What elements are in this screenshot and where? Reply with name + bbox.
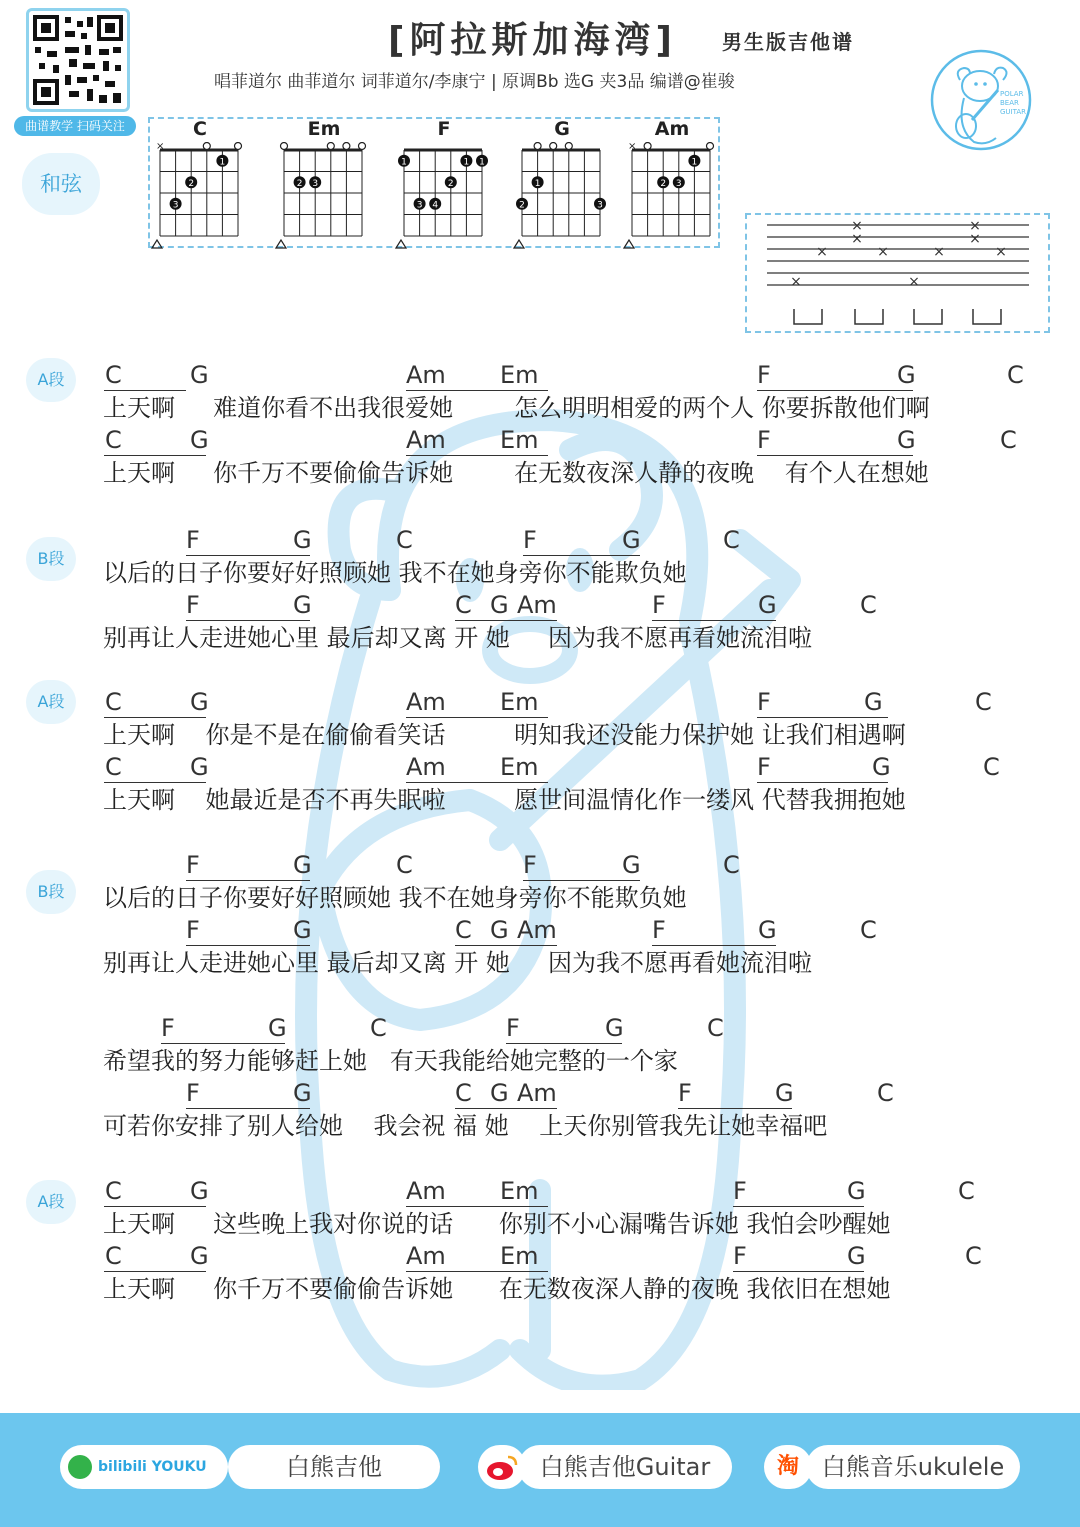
chord-symbol: C bbox=[965, 1242, 982, 1270]
open-string-mark bbox=[343, 143, 350, 150]
chord-diagram-grid bbox=[394, 142, 492, 258]
root-marker bbox=[152, 240, 162, 248]
chord-duration-line bbox=[652, 945, 776, 946]
chord-symbol: Am bbox=[517, 591, 557, 619]
lyric-line: 上天啊 你千万不要偷偷告诉她 在无数夜深人静的夜晚 我依旧在想她 bbox=[103, 1275, 891, 1303]
chord-symbol: C bbox=[105, 688, 122, 716]
logo-word-bear: BEAR bbox=[1000, 99, 1019, 107]
chord-duration-line bbox=[104, 717, 206, 718]
chord-symbol: Am bbox=[406, 753, 446, 781]
finger-number: 2 bbox=[296, 178, 303, 189]
chord-duration-line bbox=[186, 620, 310, 621]
chord-symbol: C bbox=[105, 426, 122, 454]
chord-diagram-grid bbox=[622, 142, 720, 258]
chord-symbol: F bbox=[506, 1014, 520, 1042]
lyric-line: 上天啊 你是不是在偷偷看笑话 明知我还没能力保护她 让我们相遇啊 bbox=[103, 721, 906, 749]
open-string-mark bbox=[565, 143, 572, 150]
root-marker bbox=[624, 240, 634, 248]
chord-duration-line bbox=[104, 1271, 206, 1272]
chord-duration-line bbox=[406, 390, 548, 391]
strum-pattern-panel bbox=[745, 213, 1050, 333]
chord-symbol: C bbox=[105, 1242, 122, 1270]
chord-symbol: G bbox=[190, 361, 209, 389]
svg-text:×: × bbox=[933, 244, 945, 260]
chord-symbol: Em bbox=[500, 753, 539, 781]
chord-duration-line bbox=[523, 555, 640, 556]
chord-symbol: Am bbox=[406, 361, 446, 389]
lyric-line: 以后的日子你要好好照顾她 我不在她身旁你不能欺负她 bbox=[103, 559, 687, 587]
svg-text:×: × bbox=[816, 244, 828, 260]
chord-symbol: F bbox=[652, 591, 666, 619]
svg-text:×: × bbox=[851, 231, 863, 247]
chord-symbol: F bbox=[733, 1177, 747, 1205]
chord-symbol: F bbox=[652, 916, 666, 944]
chord-symbol: G bbox=[293, 526, 312, 554]
chord-symbol: G bbox=[190, 688, 209, 716]
chord-symbol: F bbox=[186, 851, 200, 879]
finger-number: 1 bbox=[463, 157, 470, 168]
chord-diagram-name: F bbox=[437, 118, 451, 140]
chord-duration-line bbox=[186, 945, 310, 946]
chords-label: 和弦 bbox=[22, 153, 100, 215]
chord-symbol: F bbox=[757, 361, 771, 389]
chord-duration-line bbox=[104, 782, 206, 783]
chord-symbol: F bbox=[678, 1079, 692, 1107]
qr-code-icon bbox=[29, 11, 127, 109]
chord-diagram-name: G bbox=[554, 118, 570, 140]
svg-text:×: × bbox=[790, 274, 802, 290]
chord-duration-line bbox=[652, 620, 776, 621]
section-badge: A段 bbox=[26, 680, 76, 724]
chord-symbol: G bbox=[897, 426, 916, 454]
song-credits: 唱菲道尔 曲菲道尔 词菲道尔/李康宁 | 原调Bb 选G 夹3品 编谱@崔骏 bbox=[214, 72, 735, 92]
finger-number: 1 bbox=[691, 157, 698, 168]
finger-number: 2 bbox=[660, 178, 667, 189]
chord-symbol: C bbox=[105, 1177, 122, 1205]
chord-symbol: C bbox=[370, 1014, 387, 1042]
chord-symbol: C bbox=[860, 916, 877, 944]
taobao-icon-pill[interactable] bbox=[764, 1445, 812, 1489]
chord-duration-line bbox=[455, 945, 557, 946]
open-string-mark bbox=[534, 143, 541, 150]
lyric-line: 可若你安排了别人给她 我会祝 福 她 上天你别管我先让她幸福吧 bbox=[103, 1112, 828, 1140]
finger-number: 4 bbox=[432, 200, 439, 211]
lyric-line: 别再让人走进她心里 最后却又离 开 她 因为我不愿再看她流泪啦 bbox=[103, 624, 813, 652]
chord-symbol: C bbox=[723, 526, 740, 554]
lyric-line: 上天啊 难道你看不出我很爱她 怎么明明相爱的两个人 你要拆散他们啊 bbox=[103, 394, 930, 422]
finger-number: 2 bbox=[188, 178, 195, 189]
chord-symbol: C bbox=[723, 851, 740, 879]
footer-pill-video-label: 白熊吉他 bbox=[286, 1453, 382, 1481]
chord-symbol: G bbox=[293, 851, 312, 879]
song-title: [阿拉斯加海湾] bbox=[388, 20, 677, 61]
chord-duration-line bbox=[186, 880, 310, 881]
chord-symbol: F bbox=[523, 851, 537, 879]
chord-duration-line bbox=[104, 390, 186, 391]
muted-string-mark: × bbox=[156, 142, 165, 152]
chord-symbol: C bbox=[105, 361, 122, 389]
section-badge: B段 bbox=[26, 870, 76, 914]
open-string-mark bbox=[550, 143, 557, 150]
chord-duration-line bbox=[523, 880, 640, 881]
qr-caption: 曲谱教学 扫码关注 bbox=[14, 116, 136, 136]
chord-duration-line bbox=[733, 1206, 864, 1207]
chord-duration-line bbox=[186, 555, 310, 556]
root-marker bbox=[514, 240, 524, 248]
chord-symbol: G bbox=[864, 688, 883, 716]
muted-string-mark: × bbox=[628, 142, 637, 152]
chord-symbol: G bbox=[622, 851, 641, 879]
chord-symbol: G bbox=[775, 1079, 794, 1107]
chord-symbol: G bbox=[490, 1079, 509, 1107]
chord-duration-line bbox=[406, 782, 548, 783]
finger-number: 3 bbox=[416, 200, 423, 211]
chord-duration-line bbox=[757, 782, 888, 783]
chord-diagram-name: Em bbox=[307, 118, 341, 140]
footer-pill-weibo-label: 白熊吉他Guitar bbox=[539, 1453, 711, 1481]
chord-diagram-grid bbox=[150, 142, 248, 258]
platform-names: bilibili YOUKU bbox=[98, 1459, 207, 1475]
chord-symbol: Am bbox=[517, 1079, 557, 1107]
chord-diagram-name: C bbox=[193, 118, 207, 140]
chord-symbol: Am bbox=[406, 1242, 446, 1270]
svg-text:×: × bbox=[995, 244, 1007, 260]
chord-symbol: G bbox=[758, 916, 777, 944]
chord-diagram-grid bbox=[274, 142, 372, 258]
chord-symbol: Em bbox=[500, 1242, 539, 1270]
chord-symbol: Am bbox=[517, 916, 557, 944]
chord-symbol: G bbox=[847, 1177, 866, 1205]
chord-duration-line bbox=[104, 1206, 206, 1207]
finger-number: 1 bbox=[479, 157, 485, 168]
platform-icons[interactable] bbox=[60, 1445, 228, 1489]
open-string-mark bbox=[281, 143, 288, 150]
chord-symbol: G bbox=[190, 753, 209, 781]
chord-symbol: C bbox=[105, 753, 122, 781]
open-string-mark bbox=[327, 143, 334, 150]
lyric-line: 上天啊 这些晚上我对你说的话 你别不小心漏嘴告诉她 我怕会吵醒她 bbox=[103, 1210, 891, 1238]
chord-symbol: F bbox=[733, 1242, 747, 1270]
chord-duration-line bbox=[161, 1043, 285, 1044]
finger-number: 1 bbox=[534, 178, 541, 189]
chord-symbol: C bbox=[707, 1014, 724, 1042]
finger-number: 1 bbox=[219, 157, 226, 168]
lyric-line: 上天啊 她最近是否不再失眠啦 愿世间温情化作一缕风 代替我拥抱她 bbox=[103, 786, 906, 814]
chord-duration-line bbox=[733, 1271, 864, 1272]
footer-pill-taobao[interactable] bbox=[806, 1445, 1020, 1489]
chord-duration-line bbox=[455, 620, 557, 621]
open-string-mark bbox=[707, 143, 714, 150]
chord-duration-line bbox=[186, 1108, 310, 1109]
chord-symbol: F bbox=[757, 753, 771, 781]
chord-symbol: Am bbox=[406, 688, 446, 716]
chord-symbol: C bbox=[975, 688, 992, 716]
section-badge: B段 bbox=[26, 537, 76, 581]
chord-symbol: C bbox=[860, 591, 877, 619]
chord-symbol: F bbox=[186, 1079, 200, 1107]
chord-symbol: G bbox=[190, 1242, 209, 1270]
chord-duration-line bbox=[455, 1108, 557, 1109]
chord-symbol: G bbox=[622, 526, 641, 554]
chord-symbol: C bbox=[958, 1177, 975, 1205]
wechat-icon bbox=[68, 1455, 92, 1479]
chord-duration-line bbox=[406, 455, 548, 456]
chord-symbol: G bbox=[293, 916, 312, 944]
chord-symbol: F bbox=[757, 426, 771, 454]
chord-symbol: Am bbox=[406, 1177, 446, 1205]
chord-duration-line bbox=[406, 717, 548, 718]
lyric-line: 希望我的努力能够赶上她 有天我能给她完整的一个家 bbox=[103, 1047, 678, 1075]
chord-duration-line bbox=[678, 1108, 792, 1109]
root-marker bbox=[396, 240, 406, 248]
finger-number: 3 bbox=[312, 178, 319, 189]
chord-duration-line bbox=[757, 455, 913, 456]
chord-symbol: Em bbox=[500, 361, 539, 389]
finger-number: 1 bbox=[401, 157, 407, 168]
svg-text:×: × bbox=[969, 218, 981, 234]
chord-symbol: Am bbox=[406, 426, 446, 454]
footer-pill-taobao-label: 白熊音乐ukulele bbox=[821, 1453, 1005, 1481]
open-string-mark bbox=[235, 143, 242, 150]
chord-symbol: C bbox=[455, 591, 472, 619]
open-string-mark bbox=[644, 143, 651, 150]
chord-symbol: C bbox=[396, 851, 413, 879]
chord-duration-line bbox=[506, 1043, 622, 1044]
section-badge: A段 bbox=[26, 1180, 76, 1224]
chord-diagram-grid bbox=[512, 142, 610, 258]
polar-bear-guitar-logo bbox=[930, 38, 1032, 162]
chord-symbol: G bbox=[758, 591, 777, 619]
chord-symbol: C bbox=[877, 1079, 894, 1107]
svg-text:×: × bbox=[851, 218, 863, 234]
footer-pill-video[interactable] bbox=[228, 1445, 440, 1489]
chord-symbol: F bbox=[186, 591, 200, 619]
chord-symbol: G bbox=[190, 1177, 209, 1205]
qr-code[interactable] bbox=[26, 8, 130, 112]
open-string-mark bbox=[203, 143, 210, 150]
chord-diagram-name: Am bbox=[654, 118, 690, 140]
chord-symbol: F bbox=[523, 526, 537, 554]
chord-symbol: C bbox=[983, 753, 1000, 781]
logo-word-guitar: GUITAR bbox=[1000, 108, 1026, 116]
taobao-icon: 淘 bbox=[776, 1454, 799, 1479]
chord-symbol: C bbox=[1000, 426, 1017, 454]
svg-text:×: × bbox=[908, 274, 920, 290]
chord-symbol: G bbox=[605, 1014, 624, 1042]
root-marker bbox=[276, 240, 286, 248]
chord-symbol: C bbox=[455, 916, 472, 944]
logo-word-polar: POLAR bbox=[1000, 90, 1024, 98]
chord-symbol: Em bbox=[500, 1177, 539, 1205]
chord-symbol: Em bbox=[500, 426, 539, 454]
chord-duration-line bbox=[757, 390, 913, 391]
chord-symbol: G bbox=[293, 1079, 312, 1107]
svg-text:×: × bbox=[969, 231, 981, 247]
chord-symbol: G bbox=[490, 591, 509, 619]
chord-symbol: G bbox=[872, 753, 891, 781]
lyric-line: 以后的日子你要好好照顾她 我不在她身旁你不能欺负她 bbox=[103, 884, 687, 912]
finger-number: 3 bbox=[172, 200, 179, 211]
chord-symbol: F bbox=[186, 916, 200, 944]
chord-symbol: F bbox=[757, 688, 771, 716]
chord-symbol: G bbox=[847, 1242, 866, 1270]
svg-text:×: × bbox=[877, 244, 889, 260]
chord-symbol: G bbox=[293, 591, 312, 619]
chord-duration-line bbox=[406, 1206, 548, 1207]
footer-pill-weibo[interactable] bbox=[518, 1445, 732, 1489]
footer bbox=[0, 1413, 1080, 1527]
chord-symbol: C bbox=[1007, 361, 1024, 389]
finger-number: 3 bbox=[597, 200, 603, 211]
chord-symbol: Em bbox=[500, 688, 539, 716]
chord-duration-line bbox=[406, 1271, 548, 1272]
chord-symbol: F bbox=[161, 1014, 175, 1042]
chord-symbol: F bbox=[186, 526, 200, 554]
lyric-line: 别再让人走进她心里 最后却又离 开 她 因为我不愿再看她流泪啦 bbox=[103, 949, 813, 977]
version-label: 男生版吉他谱 bbox=[722, 30, 854, 54]
finger-number: 2 bbox=[519, 200, 525, 211]
chord-symbol: C bbox=[396, 526, 413, 554]
chord-duration-line bbox=[104, 455, 206, 456]
open-string-mark bbox=[359, 143, 366, 150]
strum-pattern bbox=[747, 215, 1048, 331]
finger-number: 3 bbox=[675, 178, 682, 189]
chord-duration-line bbox=[757, 717, 888, 718]
chord-symbol: G bbox=[897, 361, 916, 389]
finger-number: 2 bbox=[447, 178, 454, 189]
chord-symbol: G bbox=[490, 916, 509, 944]
lyric-line: 上天啊 你千万不要偷偷告诉她 在无数夜深人静的夜晚 有个人在想她 bbox=[103, 459, 929, 487]
chord-symbol: G bbox=[190, 426, 209, 454]
chord-symbol: C bbox=[455, 1079, 472, 1107]
section-badge: A段 bbox=[26, 358, 76, 402]
chord-symbol: G bbox=[268, 1014, 287, 1042]
